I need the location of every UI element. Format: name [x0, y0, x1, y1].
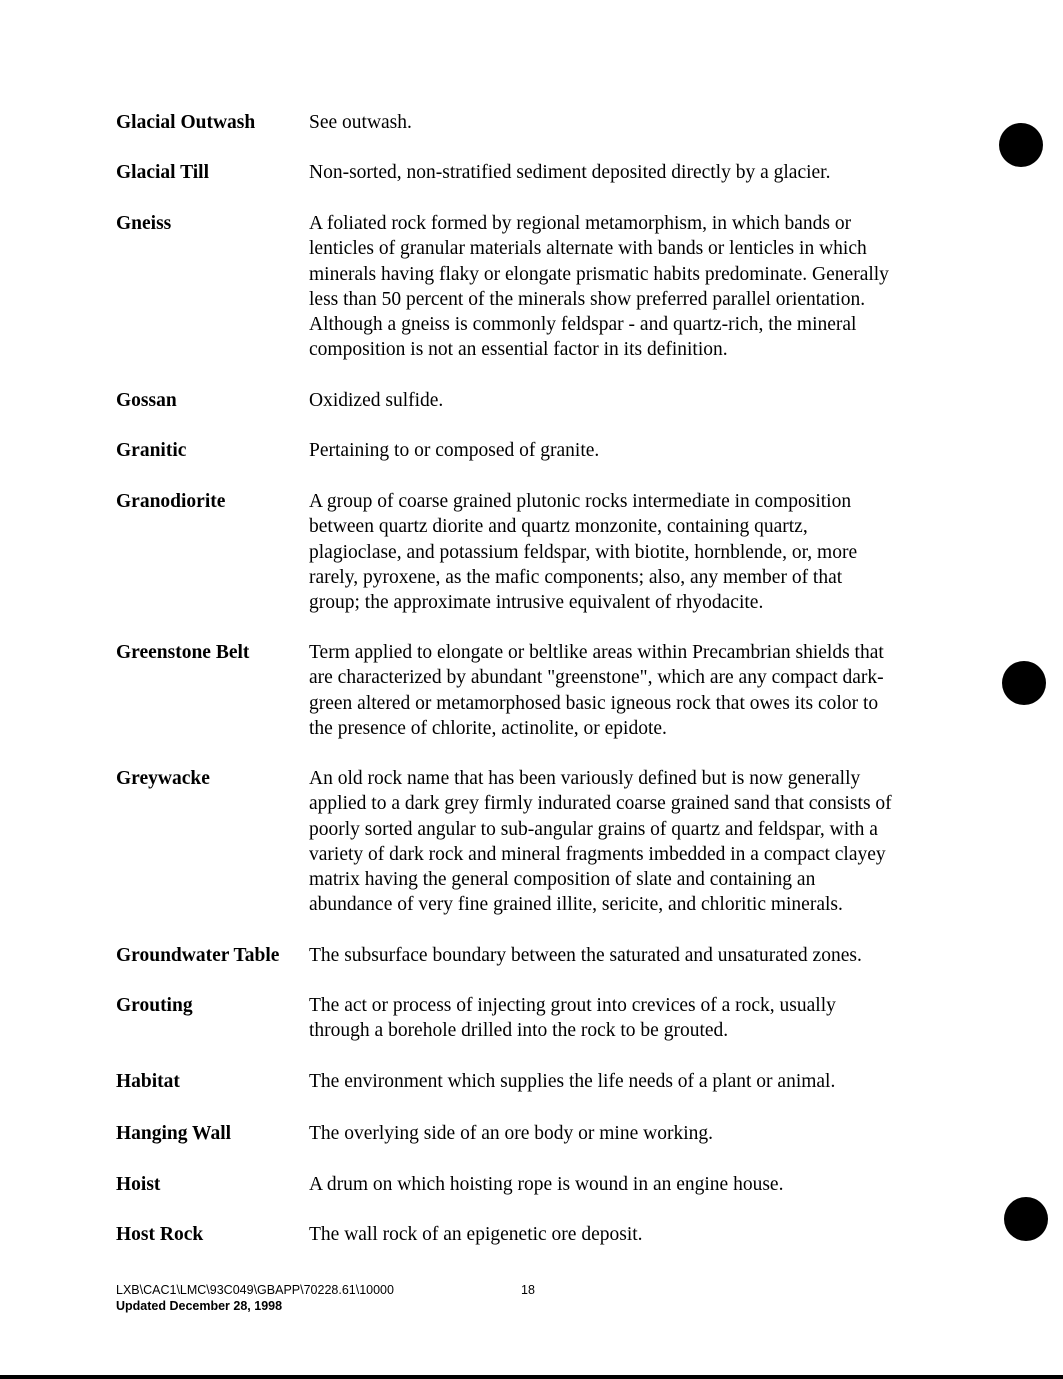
glossary-definition	[309, 1069, 949, 1094]
definition-line: variety of dark rock and mineral fragments imbedded in a compact clayey	[309, 843, 886, 865]
bottom-rule	[0, 1375, 1063, 1379]
glossary-entry	[116, 1172, 949, 1197]
glossary-term: Hanging Wall	[116, 1123, 232, 1144]
definition-line: The wall rock of an epigenetic ore deposit.	[309, 1224, 643, 1245]
page-number: 18	[521, 1283, 535, 1297]
punch-hole-top	[999, 123, 1043, 167]
footer	[116, 1282, 394, 1314]
definition-line: minerals having flaky or elongate prismatic habits predominate. Generally	[309, 263, 889, 285]
definition-line: through a borehole drilled into the rock to be grouted.	[309, 1020, 729, 1042]
definition-line: group; the approximate intrusive equivalent of rhyodacite.	[309, 592, 764, 614]
glossary-term: Host Rock	[116, 1224, 204, 1245]
punch-hole-bottom	[1004, 1197, 1048, 1241]
glossary-definition	[309, 1121, 949, 1146]
definition-line: abundance of very fine grained illite, sericite, and chloritic minerals.	[309, 894, 843, 916]
definition-line: A group of coarse grained plutonic rocks intermediate in composition	[309, 491, 852, 512]
glossary-entry	[116, 766, 949, 918]
glossary-term: Groundwater Table	[116, 945, 280, 966]
glossary-definition	[309, 943, 949, 968]
glossary-definition	[309, 993, 949, 1044]
definition-line: less than 50 percent of the minerals show preferred parallel orientation.	[309, 288, 866, 310]
definition-line: the presence of chlorite, actinolite, or epidote.	[309, 717, 667, 739]
definition-line: The act or process of injecting grout into crevices of a rock, usually	[309, 995, 836, 1016]
definition-line: matrix having the general composition of slate and containing an	[309, 869, 816, 891]
glossary-entry	[116, 438, 949, 463]
glossary-term: Greywacke	[116, 768, 210, 789]
glossary-term: Gneiss	[116, 213, 172, 234]
glossary-term: Glacial Outwash	[116, 112, 256, 133]
glossary-entry	[116, 388, 949, 413]
definition-line: The overlying side of an ore body or mine working.	[309, 1123, 713, 1144]
glossary-entry	[116, 160, 949, 185]
glossary-definition	[309, 160, 949, 185]
glossary-term: Gossan	[116, 390, 177, 411]
definition-line: composition is not an essential factor in its definition.	[309, 339, 728, 361]
glossary-term: Granodiorite	[116, 491, 226, 512]
glossary-definition	[309, 211, 949, 363]
definition-line: lenticles of granular materials alternate with bands or lenticles in which	[309, 238, 867, 260]
definition-line: A foliated rock formed by regional metamorphism, in which bands or	[309, 213, 852, 234]
glossary-entry	[116, 943, 949, 968]
glossary-entry	[116, 640, 949, 741]
definition-line: Term applied to elongate or beltlike areas within Precambrian shields that	[309, 642, 884, 663]
glossary-entry	[116, 1121, 949, 1146]
definition-line: An old rock name that has been variously defined but is now generally	[309, 768, 861, 789]
punch-hole-middle	[1002, 661, 1046, 705]
glossary-term: Glacial Till	[116, 162, 210, 183]
glossary-entry	[116, 1069, 949, 1094]
glossary-term: Habitat	[116, 1071, 180, 1092]
footer-updated-date: Updated December 28, 1998	[116, 1299, 283, 1313]
definition-line: See outwash.	[309, 112, 412, 133]
definition-line: A drum on which hoisting rope is wound in an engine house.	[309, 1174, 784, 1195]
definition-line: The environment which supplies the life needs of a plant or animal.	[309, 1071, 836, 1092]
glossary-term: Greenstone Belt	[116, 642, 250, 663]
glossary-term: Hoist	[116, 1174, 161, 1195]
glossary-entry	[116, 110, 949, 135]
definition-line: The subsurface boundary between the saturated and unsaturated zones.	[309, 945, 862, 966]
glossary-entry	[116, 1222, 949, 1247]
glossary-entry	[116, 993, 949, 1044]
definition-line: Non-sorted, non-stratified sediment deposited directly by a glacier.	[309, 162, 831, 183]
glossary-definition	[309, 1222, 949, 1247]
glossary-entry	[116, 489, 949, 615]
glossary-definition	[309, 640, 949, 741]
definition-line: Pertaining to or composed of granite.	[309, 440, 600, 461]
glossary-term: Granitic	[116, 440, 187, 461]
glossary-definition	[309, 388, 949, 413]
definition-line: Although a gneiss is commonly feldspar - and quartz-rich, the mineral	[309, 314, 857, 336]
glossary-definition	[309, 1172, 949, 1197]
definition-line: applied to a dark grey firmly indurated coarse grained sand that consists of	[309, 793, 892, 815]
definition-line: green altered or metamorphosed basic igneous rock that owes its color to	[309, 692, 879, 714]
glossary-definition	[309, 766, 949, 918]
definition-line: rarely, pyroxene, as the mafic components; also, any member of that	[309, 566, 843, 588]
glossary-definition	[309, 489, 949, 615]
definition-line: Oxidized sulfide.	[309, 390, 444, 411]
glossary-definition	[309, 110, 949, 135]
glossary-definition	[309, 438, 949, 463]
glossary-term: Grouting	[116, 995, 193, 1016]
definition-line: plagioclase, and potassium feldspar, with biotite, hornblende, or, more	[309, 541, 858, 563]
glossary-entry	[116, 211, 949, 363]
definition-line: poorly sorted angular to sub-angular grains of quartz and feldspar, with a	[309, 818, 878, 840]
definition-line: are characterized by abundant "greenstone", which are any compact dark-	[309, 667, 884, 689]
definition-line: between quartz diorite and quartz monzonite, containing quartz,	[309, 516, 808, 538]
footer-path: LXB\CAC1\LMC\93C049\GBAPP\70228.61\10000	[116, 1283, 394, 1297]
